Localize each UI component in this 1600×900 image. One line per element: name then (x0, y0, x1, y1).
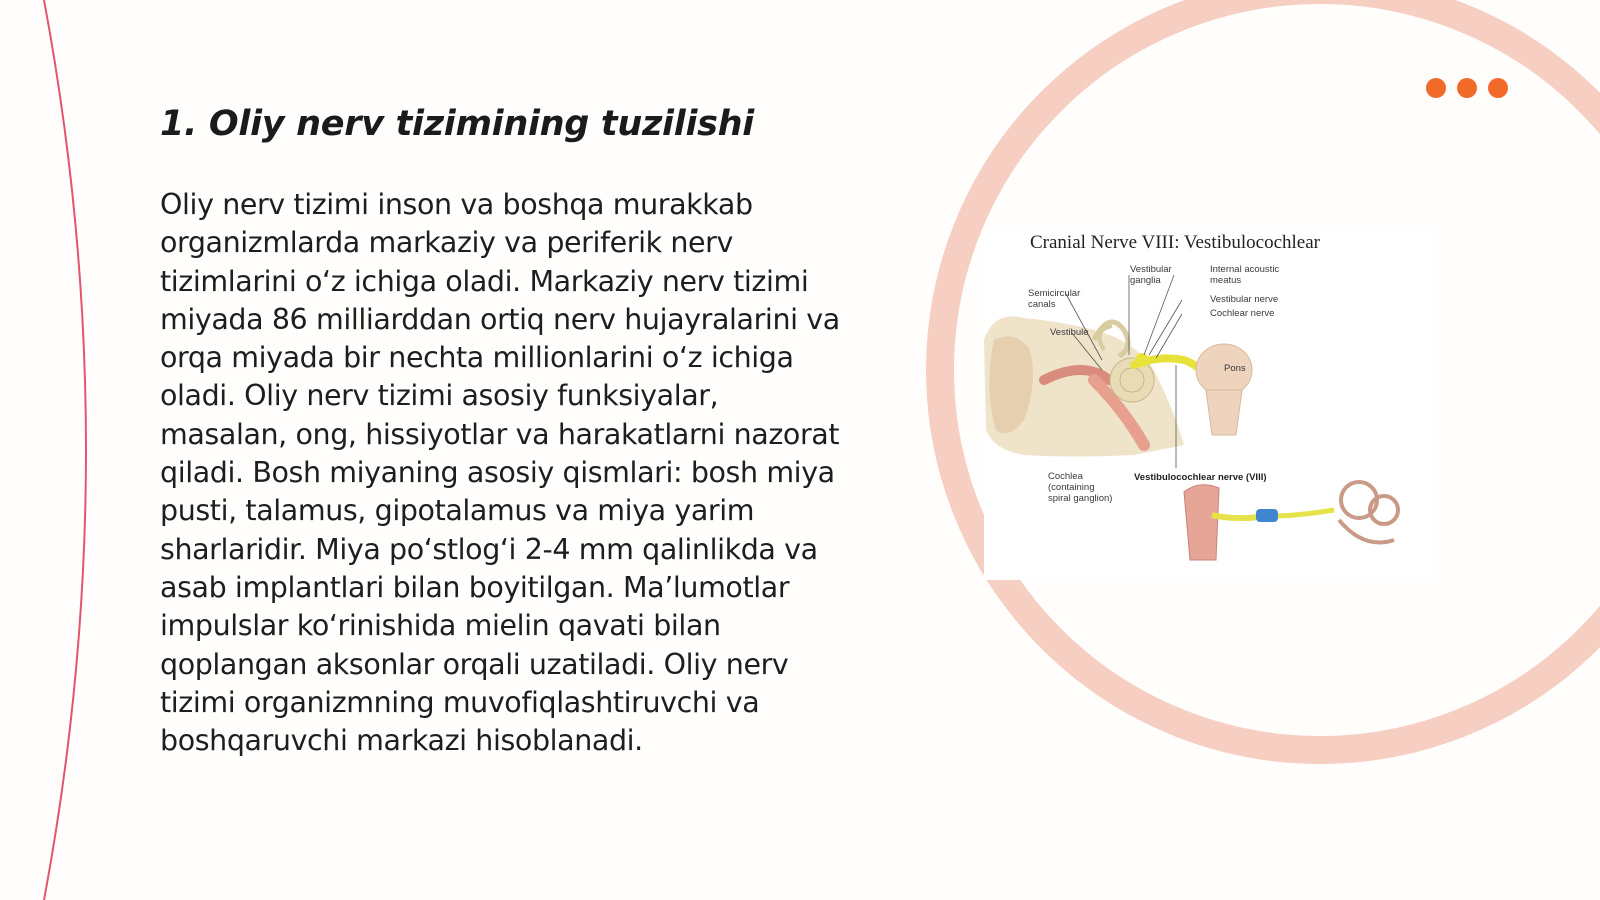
cranial-nerve-figure (984, 230, 1434, 580)
label-cochlear-nerve: Cochlear nerve (1210, 308, 1275, 319)
left-curve-line (44, 0, 86, 900)
label-vestibule: Vestibule (1050, 327, 1089, 338)
dot (1426, 78, 1446, 98)
label-semicircular-canals: Semicircular canals (1028, 288, 1081, 310)
label-cochlea: Cochlea (containing spiral ganglion) (1048, 471, 1113, 504)
slide-title: 1. Oliy nerv tizimining tuzilishi (160, 104, 754, 144)
more-dots-icon (1426, 78, 1508, 98)
label-internal-acoustic-meatus: Internal acoustic meatus (1210, 264, 1280, 286)
slide-body-text: Oliy nerv tizimi inson va boshqa murakkab organizmlarda markaziy va periferik nerv tizimlarini o‘z ichiga oladi. Markaziy nerv tizimi miyada 86 milliarddan ortiq nerv hujayralarini va orqa miyada bir nechta millionlarini o‘z ichiga oladi. Oliy nerv tizimi asosiy funksiyalar, masalan, ong, hissiyotlar va harakatlarni nazorat qiladi. Bosh miyaning asosiy qismlari: bosh miya pusti, talamus, gipotalamus va miya yarim sharlaridir. Miya po‘stlog‘i 2-4 mm qalinlikda va asab implantlari bilan boyitilgan. Ma’lumotlar impulslar ko‘rinishida mielin qavati bilan qoplangan aksonlar orqali uzatiladi. Oliy nerv tizimi organizmning muvofiqlashtiruvchi va boshqaruvchi markazi hisoblanadi. (160, 188, 840, 758)
figure-title: Cranial Nerve VIII: Vestibulocochlear (1030, 232, 1321, 253)
ear-anatomy-illustration (984, 230, 1434, 580)
label-vestibular-nerve: Vestibular nerve (1210, 294, 1279, 305)
dot (1457, 78, 1477, 98)
label-vestibulocochlear-nerve: Vestibulocochlear nerve (VIII) (1134, 472, 1267, 483)
label-vestibular-ganglia: Vestibular ganglia (1130, 264, 1172, 286)
dot (1488, 78, 1508, 98)
label-pons: Pons (1224, 363, 1246, 374)
